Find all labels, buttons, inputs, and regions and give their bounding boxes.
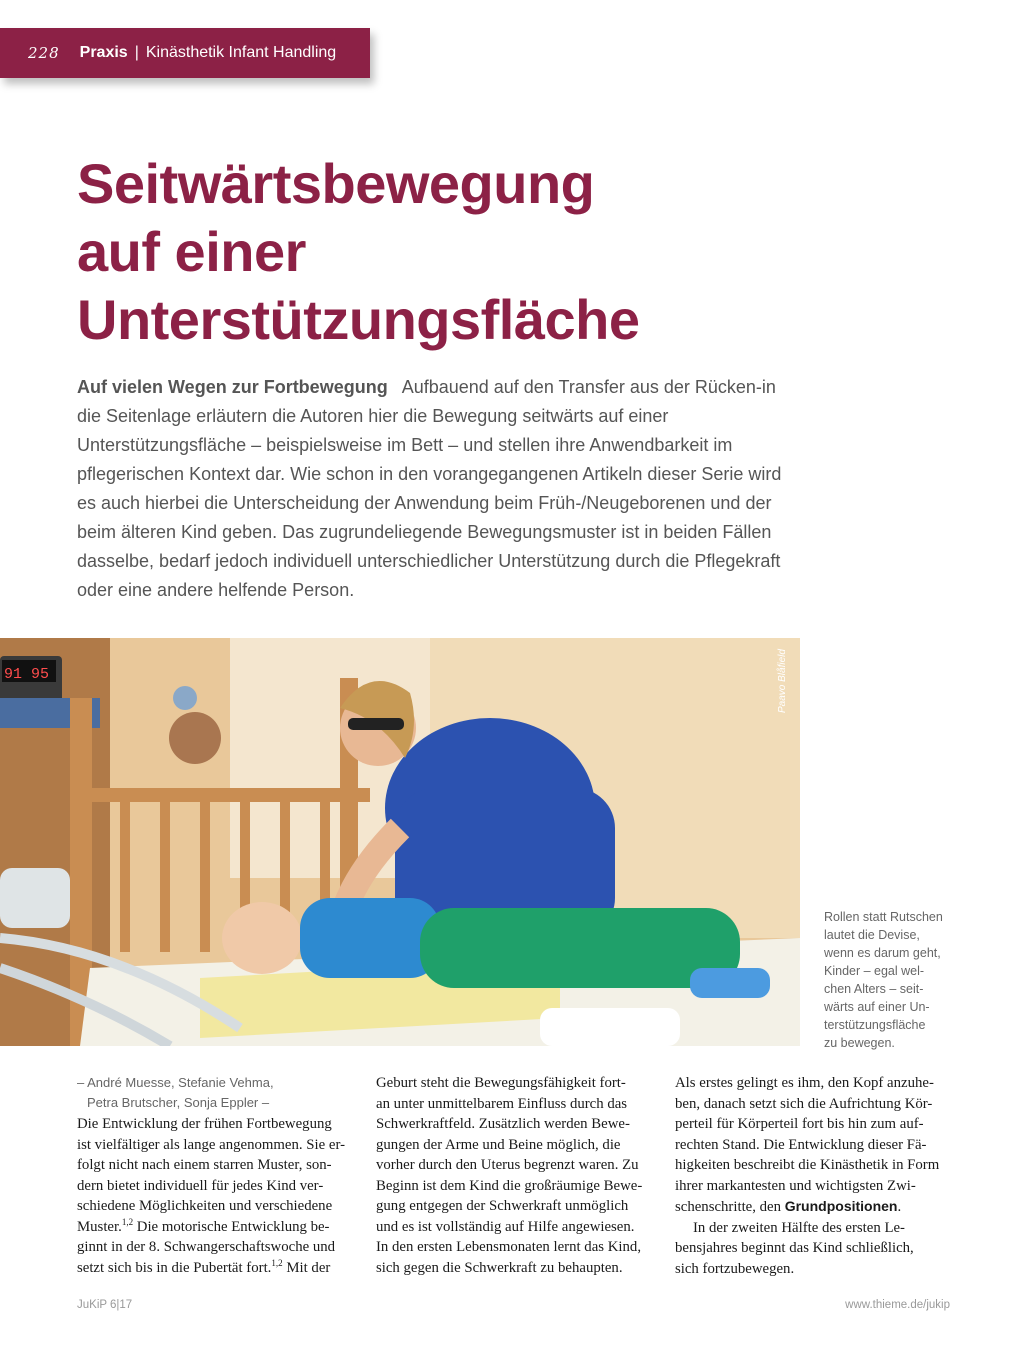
title-line: Unterstützungsfläche bbox=[77, 288, 640, 351]
footer-journal: JuKiP 6|17 bbox=[77, 1299, 133, 1311]
caption-line: zu bewegen. bbox=[824, 1036, 895, 1050]
title-line: Seitwärtsbewegung bbox=[77, 152, 595, 215]
body-line: setzt sich bis in die Pubertät fort.$^{1,2}$ Mit der bbox=[77, 1257, 331, 1276]
body-line: sich fortzubewegen. bbox=[675, 1260, 795, 1277]
body-line: gungen der Arme und Beine möglich, die bbox=[376, 1136, 621, 1153]
body-line: Die Entwicklung der frühen Fortbewegung bbox=[77, 1116, 332, 1132]
body-line: vorher durch den Uterus begrenzt waren. Zu bbox=[376, 1157, 639, 1173]
article-title bbox=[77, 150, 777, 354]
caption-line: lautet die Devise, bbox=[824, 928, 920, 942]
body-column-3 bbox=[675, 1073, 951, 1279]
author-line bbox=[77, 1073, 353, 1113]
body-line: ginnt in der 8. Schwangerschaftswoche und bbox=[77, 1239, 336, 1255]
body-line: rechten Stand. Die Entwicklung dieser Fä- bbox=[675, 1136, 927, 1153]
body-line: Muster.$^{1,2}$ Die motorische Entwicklung be- bbox=[77, 1216, 330, 1235]
term-grundpositionen: Grundpositionen bbox=[784, 1198, 898, 1214]
title-line: auf einer bbox=[77, 220, 306, 283]
body-line: Geburt steht die Bewegungsfähigkeit fort- bbox=[376, 1075, 626, 1091]
body-line: an unter unmittelbarem Einfluss durch das bbox=[376, 1095, 628, 1112]
header-separator: | bbox=[134, 44, 139, 61]
citation-ref: 1,2 bbox=[121, 1216, 134, 1227]
article-photo bbox=[0, 638, 800, 1046]
body-line: In den ersten Lebensmonaten lernt das Kind, bbox=[376, 1239, 642, 1255]
body-line: ben, danach setzt sich die Aufrichtung Kör- bbox=[675, 1095, 933, 1112]
body-line: perteil für Körperteil fort bis hin zum auf- bbox=[675, 1116, 924, 1132]
body-column-1 bbox=[77, 1073, 353, 1278]
body-line: higkeiten beschreibt die Kinästhetik in Form bbox=[675, 1157, 940, 1173]
body-line: Schwerkraftfeld. Zusätzlich werden Bewe- bbox=[376, 1116, 630, 1132]
footer-url[interactable]: www.thieme.de/jukip bbox=[845, 1299, 950, 1311]
caption-line: Kinder – egal wel- bbox=[824, 964, 925, 978]
body-line: In der zweiten Hälfte des ersten Le- bbox=[693, 1219, 905, 1236]
section-header-band bbox=[0, 28, 370, 78]
intro-lead: Auf vielen Wegen zur Fortbewegung bbox=[77, 377, 388, 397]
photo-credit: Paavo Blåfield bbox=[777, 649, 788, 713]
citation-ref: 1,2 bbox=[271, 1257, 283, 1268]
page-number: 228 bbox=[28, 44, 60, 62]
body-line: sich gegen die Schwerkraft zu behaupten. bbox=[376, 1259, 623, 1276]
body-column-2 bbox=[376, 1073, 652, 1278]
body-line: Als erstes gelingt es ihm, den Kopf anzuhe- bbox=[675, 1075, 934, 1091]
body-line: dern bietet individuell für jedes Kind ver- bbox=[77, 1177, 324, 1194]
intro-text: Aufbauend auf den Transfer aus der Rücken-in die Seitenlage erläutern die Autoren hier die Bewegung seitwärts auf einer Unterstützungsfläche – beispielsweise im Bett – und stellen ihre Anwendbarkeit im pflegerischen Kontext dar. Wie schon in den vorangegangenen Artikeln dieser Serie wird es auch hierbei die Unterscheidung der Anwendung beim Früh-/Neugeborenen und der beim älteren Kind geben. Das zugrundeliegende Bewegungsmuster ist in beiden Fällen dasselbe, bedarf jedoch individuell unterschiedlicher Unterstützung durch die Pflegekraft oder eine andere helfende Person. bbox=[77, 377, 782, 600]
body-line: bensjahres beginnt das Kind schließlich, bbox=[675, 1240, 914, 1256]
body-line: Beginn ist dem Kind die großräumige Bewe- bbox=[376, 1177, 643, 1194]
monitor-readout: 91 95 bbox=[4, 666, 50, 683]
caption-line: chen Alters – seit- bbox=[824, 982, 924, 996]
body-line: ihrer markantesten und wichtigsten Zwi- bbox=[675, 1177, 916, 1194]
section-topic: Kinästhetik Infant Handling bbox=[145, 44, 337, 61]
body-line: folgt nicht nach einem starren Muster, son- bbox=[77, 1157, 332, 1173]
caption-line: wärts auf einer Un- bbox=[824, 1000, 930, 1014]
body-line: und es ist vollständig auf Hilfe angewiesen. bbox=[376, 1218, 635, 1235]
authors-line-2: Petra Brutscher, Sonja Eppler – bbox=[87, 1095, 270, 1110]
body-line: ist vielfältiger als lange angenommen. Sie er- bbox=[77, 1136, 346, 1153]
photo-caption bbox=[824, 908, 954, 1052]
body-line: schenschritte, den Grundpositionen. bbox=[675, 1198, 902, 1215]
caption-line: terstützungsfläche bbox=[824, 1018, 926, 1032]
caption-line: wenn es darum geht, bbox=[824, 946, 941, 960]
article-intro bbox=[77, 373, 787, 605]
caption-line: Rollen statt Rutschen bbox=[824, 910, 943, 924]
photo-illustration bbox=[0, 638, 800, 1046]
body-line: schiedene Möglichkeiten und verschiedene bbox=[77, 1198, 333, 1214]
section-name: Praxis bbox=[79, 44, 128, 61]
body-line: gung entgegen der Schwerkraft unmöglich bbox=[376, 1198, 629, 1214]
authors-line-1: – André Muesse, Stefanie Vehma, bbox=[77, 1075, 274, 1090]
